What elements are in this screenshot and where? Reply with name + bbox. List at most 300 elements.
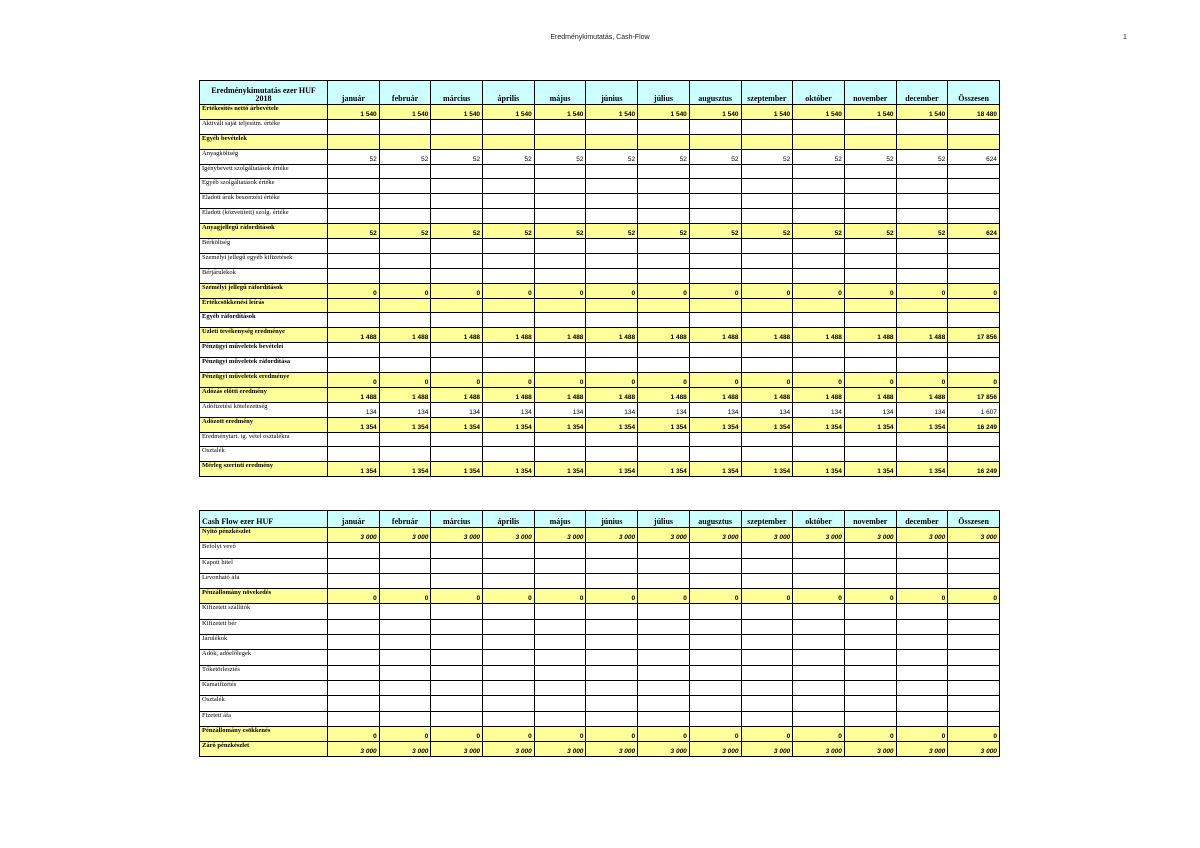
cell-februar: 1 488: [379, 387, 431, 402]
income-row-adozott-eredmeny: [200, 417, 1000, 432]
cell-majus: 52: [534, 149, 586, 164]
cell-februar: [379, 298, 431, 313]
cell-julius: [638, 298, 690, 313]
cashflow-row-penzallomany-novekedes: [200, 589, 1000, 604]
cell-december: [896, 164, 948, 179]
cell-aprilis: [483, 604, 535, 619]
cell-augusztus: 52: [689, 149, 741, 164]
cell-julius: [638, 558, 690, 573]
cell-marcius: [431, 680, 483, 695]
cell-szeptember: [741, 313, 793, 328]
cell-marcius: 1 540: [431, 105, 483, 120]
cell-junius: [586, 343, 638, 358]
cell-majus: [534, 619, 586, 634]
cashflow-col-header-marcius: március: [431, 511, 483, 528]
cell-januar: [328, 619, 380, 634]
income-col-header-oktober: október: [793, 81, 845, 105]
cell-augusztus: [689, 313, 741, 328]
cell-augusztus: [689, 573, 741, 588]
cell-februar: [379, 253, 431, 268]
cell-osszesen: 17 856: [948, 387, 1000, 402]
cell-junius: [586, 358, 638, 373]
cell-julius: [638, 543, 690, 558]
cell-augusztus: [689, 635, 741, 650]
income-row-uzleti-tevekenyseg-eredmenye: [200, 328, 1000, 343]
cell-oktober: [793, 665, 845, 680]
cell-november: 1 488: [844, 387, 896, 402]
cell-augusztus: [689, 253, 741, 268]
cashflow-row-fizetett-afa: [200, 711, 1000, 726]
cell-aprilis: [483, 134, 535, 149]
cell-osszesen: 16 249: [948, 417, 1000, 432]
cell-szeptember: 1 540: [741, 105, 793, 120]
cell-januar: 134: [328, 402, 380, 417]
cell-januar: [328, 432, 380, 447]
cell-marcius: [431, 650, 483, 665]
cell-december: [896, 543, 948, 558]
row-label: Egyéb bevételek: [200, 134, 328, 149]
cell-aprilis: 1 540: [483, 105, 535, 120]
cashflow-header-row: [200, 511, 1000, 528]
cell-marcius: [431, 194, 483, 209]
cell-november: [844, 313, 896, 328]
cell-osszesen: 0: [948, 373, 1000, 388]
row-label: Értékesítés nettó árbevétele: [200, 105, 328, 120]
cell-osszesen: [948, 696, 1000, 711]
income-row-aktivalt-sajat-teljesitm-erteke: [200, 119, 1000, 134]
cell-aprilis: [483, 343, 535, 358]
cell-oktober: 52: [793, 149, 845, 164]
cashflow-row-penzallomany-csokkenes: [200, 726, 1000, 741]
cell-augusztus: [689, 164, 741, 179]
cell-marcius: [431, 253, 483, 268]
cell-szeptember: [741, 358, 793, 373]
cell-januar: [328, 447, 380, 462]
cell-marcius: [431, 119, 483, 134]
cell-oktober: 1 488: [793, 328, 845, 343]
cell-oktober: 3 000: [793, 742, 845, 757]
cell-aprilis: [483, 179, 535, 194]
cell-szeptember: [741, 665, 793, 680]
cell-aprilis: 52: [483, 149, 535, 164]
cell-szeptember: 52: [741, 224, 793, 239]
cell-marcius: 52: [431, 149, 483, 164]
cell-januar: [328, 194, 380, 209]
cell-november: [844, 268, 896, 283]
cell-osszesen: [948, 164, 1000, 179]
cell-marcius: [431, 558, 483, 573]
cell-december: [896, 665, 948, 680]
cell-augusztus: 3 000: [689, 528, 741, 543]
cell-aprilis: [483, 239, 535, 254]
cashflow-row-kapott-hitel: [200, 558, 1000, 573]
cell-marcius: [431, 432, 483, 447]
income-row-berkoltseg: [200, 239, 1000, 254]
cashflow-row-levonhato-afa: [200, 573, 1000, 588]
cell-februar: 3 000: [379, 742, 431, 757]
cell-oktober: 0: [793, 283, 845, 298]
cell-februar: 3 000: [379, 528, 431, 543]
cell-aprilis: 52: [483, 224, 535, 239]
cell-december: [896, 635, 948, 650]
cell-osszesen: 18 480: [948, 105, 1000, 120]
cell-februar: 0: [379, 589, 431, 604]
cell-junius: 0: [586, 726, 638, 741]
cell-marcius: [431, 696, 483, 711]
income-row-penzugyi-muveletek-bevetelei: [200, 343, 1000, 358]
cell-marcius: [431, 543, 483, 558]
cell-julius: [638, 253, 690, 268]
cell-marcius: [431, 343, 483, 358]
cell-november: 0: [844, 373, 896, 388]
cell-marcius: 0: [431, 283, 483, 298]
cell-november: [844, 119, 896, 134]
cell-majus: 3 000: [534, 742, 586, 757]
cell-augusztus: 1 354: [689, 462, 741, 477]
cell-szeptember: 3 000: [741, 528, 793, 543]
cell-osszesen: [948, 558, 1000, 573]
cell-januar: 1 354: [328, 417, 380, 432]
cell-november: [844, 239, 896, 254]
cell-augusztus: [689, 298, 741, 313]
cell-februar: 0: [379, 283, 431, 298]
income-col-header-majus: május: [534, 81, 586, 105]
cell-marcius: [431, 313, 483, 328]
cell-marcius: [431, 164, 483, 179]
cell-junius: 0: [586, 283, 638, 298]
row-label: Osztalék: [200, 447, 328, 462]
row-label: Eladott (közvetített) szolg. értéke: [200, 209, 328, 224]
cell-oktober: 0: [793, 373, 845, 388]
cell-szeptember: 1 354: [741, 462, 793, 477]
cashflow-col-header-szeptember: szeptember: [741, 511, 793, 528]
cell-januar: [328, 164, 380, 179]
cashflow-table: [199, 510, 1000, 757]
cell-oktober: [793, 604, 845, 619]
cell-junius: [586, 573, 638, 588]
cell-augusztus: [689, 543, 741, 558]
cell-junius: 0: [586, 373, 638, 388]
cashflow-col-header-junius: június: [586, 511, 638, 528]
cell-aprilis: [483, 696, 535, 711]
cell-junius: [586, 696, 638, 711]
cell-november: [844, 134, 896, 149]
cell-junius: [586, 164, 638, 179]
cashflow-title: Cash Flow ezer HUF: [200, 511, 328, 528]
cell-marcius: 3 000: [431, 742, 483, 757]
cell-julius: [638, 164, 690, 179]
income-row-anyagkoltseg: [200, 149, 1000, 164]
cell-januar: 52: [328, 149, 380, 164]
cell-osszesen: [948, 239, 1000, 254]
cell-julius: [638, 711, 690, 726]
cell-november: [844, 665, 896, 680]
cell-julius: 0: [638, 726, 690, 741]
cell-november: [844, 298, 896, 313]
cell-julius: [638, 119, 690, 134]
cell-augusztus: [689, 650, 741, 665]
cell-junius: [586, 134, 638, 149]
cell-julius: [638, 358, 690, 373]
cell-marcius: [431, 298, 483, 313]
cell-december: [896, 313, 948, 328]
cell-oktober: [793, 680, 845, 695]
cell-februar: [379, 343, 431, 358]
cell-november: [844, 711, 896, 726]
cell-julius: 1 488: [638, 387, 690, 402]
page-number: 1: [1123, 34, 1127, 41]
cell-julius: 0: [638, 589, 690, 604]
cell-marcius: [431, 604, 483, 619]
cell-osszesen: [948, 665, 1000, 680]
cell-szeptember: 0: [741, 373, 793, 388]
cell-szeptember: 0: [741, 589, 793, 604]
cell-februar: [379, 268, 431, 283]
cell-november: [844, 432, 896, 447]
cell-augusztus: [689, 680, 741, 695]
cell-augusztus: [689, 119, 741, 134]
cell-osszesen: [948, 447, 1000, 462]
cell-szeptember: [741, 447, 793, 462]
cell-augusztus: [689, 665, 741, 680]
cell-osszesen: 624: [948, 224, 1000, 239]
cell-junius: [586, 253, 638, 268]
cell-majus: [534, 209, 586, 224]
cell-julius: [638, 313, 690, 328]
cell-december: [896, 573, 948, 588]
cell-december: [896, 268, 948, 283]
cell-majus: [534, 298, 586, 313]
cell-oktober: [793, 179, 845, 194]
cell-majus: [534, 558, 586, 573]
cell-majus: 3 000: [534, 528, 586, 543]
cell-november: [844, 604, 896, 619]
cell-oktober: 0: [793, 726, 845, 741]
cell-junius: 1 354: [586, 462, 638, 477]
cell-december: [896, 209, 948, 224]
cell-osszesen: [948, 268, 1000, 283]
cell-julius: 52: [638, 149, 690, 164]
cell-marcius: [431, 573, 483, 588]
cell-december: [896, 343, 948, 358]
cell-februar: 1 354: [379, 417, 431, 432]
cell-szeptember: [741, 119, 793, 134]
cell-marcius: [431, 268, 483, 283]
cell-oktober: [793, 447, 845, 462]
cell-december: [896, 358, 948, 373]
row-label: Osztalék: [200, 696, 328, 711]
cell-junius: 3 000: [586, 528, 638, 543]
cell-osszesen: [948, 343, 1000, 358]
cell-januar: [328, 239, 380, 254]
cell-junius: 1 354: [586, 417, 638, 432]
cell-november: 134: [844, 402, 896, 417]
cell-osszesen: [948, 711, 1000, 726]
cashflow-col-header-julius: július: [638, 511, 690, 528]
cell-februar: [379, 635, 431, 650]
cell-januar: 0: [328, 373, 380, 388]
income-row-igenybevett-szolgaltatasok-erteke: [200, 164, 1000, 179]
cell-februar: 1 540: [379, 105, 431, 120]
cell-november: [844, 650, 896, 665]
cell-augusztus: [689, 358, 741, 373]
cell-majus: [534, 179, 586, 194]
cell-augusztus: 52: [689, 224, 741, 239]
cell-majus: [534, 358, 586, 373]
cell-szeptember: 3 000: [741, 742, 793, 757]
cell-szeptember: [741, 164, 793, 179]
cell-aprilis: 0: [483, 589, 535, 604]
cell-februar: [379, 696, 431, 711]
cell-junius: [586, 558, 638, 573]
cell-majus: 1 354: [534, 417, 586, 432]
cell-augusztus: [689, 432, 741, 447]
cell-junius: [586, 298, 638, 313]
cell-augusztus: [689, 134, 741, 149]
cell-oktober: 0: [793, 589, 845, 604]
cell-januar: 1 488: [328, 328, 380, 343]
cell-januar: [328, 343, 380, 358]
cell-oktober: [793, 239, 845, 254]
income-col-header-februar: február: [379, 81, 431, 105]
cell-januar: 3 000: [328, 528, 380, 543]
cell-oktober: [793, 696, 845, 711]
income-col-header-november: november: [844, 81, 896, 105]
cell-aprilis: [483, 313, 535, 328]
row-label: Pénzügyi műveletek eredménye: [200, 373, 328, 388]
income-title-cell: [200, 81, 328, 105]
cell-majus: [534, 253, 586, 268]
income-row-eladott-kozvetitett-szolg-erteke: [200, 209, 1000, 224]
cell-december: [896, 194, 948, 209]
cell-oktober: [793, 650, 845, 665]
row-label: Pénzügyi műveletek bevételei: [200, 343, 328, 358]
cell-aprilis: [483, 665, 535, 680]
cell-julius: [638, 619, 690, 634]
cell-julius: [638, 268, 690, 283]
cell-augusztus: 0: [689, 283, 741, 298]
cell-osszesen: [948, 313, 1000, 328]
cell-januar: [328, 696, 380, 711]
cell-szeptember: 134: [741, 402, 793, 417]
income-year: 2018: [255, 94, 272, 103]
row-label: Nyitó pénzkészlet: [200, 528, 328, 543]
cell-januar: [328, 209, 380, 224]
cell-julius: 134: [638, 402, 690, 417]
income-col-header-osszesen: Összesen: [948, 81, 1000, 105]
cell-augusztus: [689, 604, 741, 619]
income-row-penzugyi-muveletek-eredmenye: [200, 373, 1000, 388]
cell-januar: 1 354: [328, 462, 380, 477]
row-label: Kapott hitel: [200, 558, 328, 573]
cell-aprilis: 1 488: [483, 328, 535, 343]
cell-osszesen: [948, 119, 1000, 134]
income-row-eladott-aruk-beszerzesi-erteke: [200, 194, 1000, 209]
cell-aprilis: 0: [483, 726, 535, 741]
cell-oktober: [793, 358, 845, 373]
cell-julius: 1 488: [638, 328, 690, 343]
cell-julius: [638, 573, 690, 588]
cell-osszesen: 17 856: [948, 328, 1000, 343]
cell-junius: [586, 313, 638, 328]
cell-julius: [638, 665, 690, 680]
cell-osszesen: [948, 253, 1000, 268]
cell-julius: [638, 343, 690, 358]
row-label: Egyéb ráfordítások: [200, 313, 328, 328]
cell-januar: [328, 604, 380, 619]
cell-januar: [328, 711, 380, 726]
cell-osszesen: [948, 134, 1000, 149]
cell-februar: [379, 680, 431, 695]
cell-julius: [638, 209, 690, 224]
cell-junius: [586, 432, 638, 447]
income-col-header-szeptember: szeptember: [741, 81, 793, 105]
cell-oktober: [793, 313, 845, 328]
cell-december: 1 488: [896, 387, 948, 402]
cell-januar: [328, 119, 380, 134]
cell-oktober: [793, 253, 845, 268]
cell-december: [896, 432, 948, 447]
cell-augusztus: [689, 711, 741, 726]
cell-augusztus: 1 540: [689, 105, 741, 120]
cell-augusztus: 0: [689, 373, 741, 388]
cell-majus: [534, 164, 586, 179]
cell-november: 1 488: [844, 328, 896, 343]
cell-februar: [379, 239, 431, 254]
row-label: Egyéb szolgáltatások értéke: [200, 179, 328, 194]
cell-szeptember: [741, 558, 793, 573]
cell-november: [844, 558, 896, 573]
cell-aprilis: [483, 253, 535, 268]
cell-julius: [638, 696, 690, 711]
cell-februar: 52: [379, 224, 431, 239]
cell-junius: [586, 543, 638, 558]
income-row-szemelyi-jellegu-raforditasok: [200, 283, 1000, 298]
cell-februar: [379, 447, 431, 462]
cashflow-row-nyito-penzkeszlet: [200, 528, 1000, 543]
cell-augusztus: [689, 239, 741, 254]
cell-majus: [534, 313, 586, 328]
cell-julius: 52: [638, 224, 690, 239]
cell-osszesen: [948, 209, 1000, 224]
row-label: Adózás előtti eredmény: [200, 387, 328, 402]
cell-aprilis: 3 000: [483, 528, 535, 543]
cell-osszesen: [948, 619, 1000, 634]
cell-januar: 52: [328, 224, 380, 239]
cell-november: [844, 635, 896, 650]
cell-december: 1 354: [896, 462, 948, 477]
cell-szeptember: [741, 239, 793, 254]
cell-junius: 134: [586, 402, 638, 417]
cell-marcius: [431, 358, 483, 373]
cell-marcius: [431, 209, 483, 224]
cell-januar: [328, 665, 380, 680]
cell-aprilis: 134: [483, 402, 535, 417]
cell-december: 1 488: [896, 328, 948, 343]
cell-osszesen: [948, 635, 1000, 650]
cell-marcius: [431, 619, 483, 634]
cell-februar: 134: [379, 402, 431, 417]
income-col-header-aprilis: április: [483, 81, 535, 105]
cashflow-row-kamatfizetes: [200, 680, 1000, 695]
cell-november: [844, 573, 896, 588]
cashflow-row-toketorlesztes: [200, 665, 1000, 680]
cell-aprilis: 3 000: [483, 742, 535, 757]
cell-november: 0: [844, 283, 896, 298]
cell-oktober: [793, 543, 845, 558]
cell-februar: [379, 358, 431, 373]
cell-junius: [586, 619, 638, 634]
